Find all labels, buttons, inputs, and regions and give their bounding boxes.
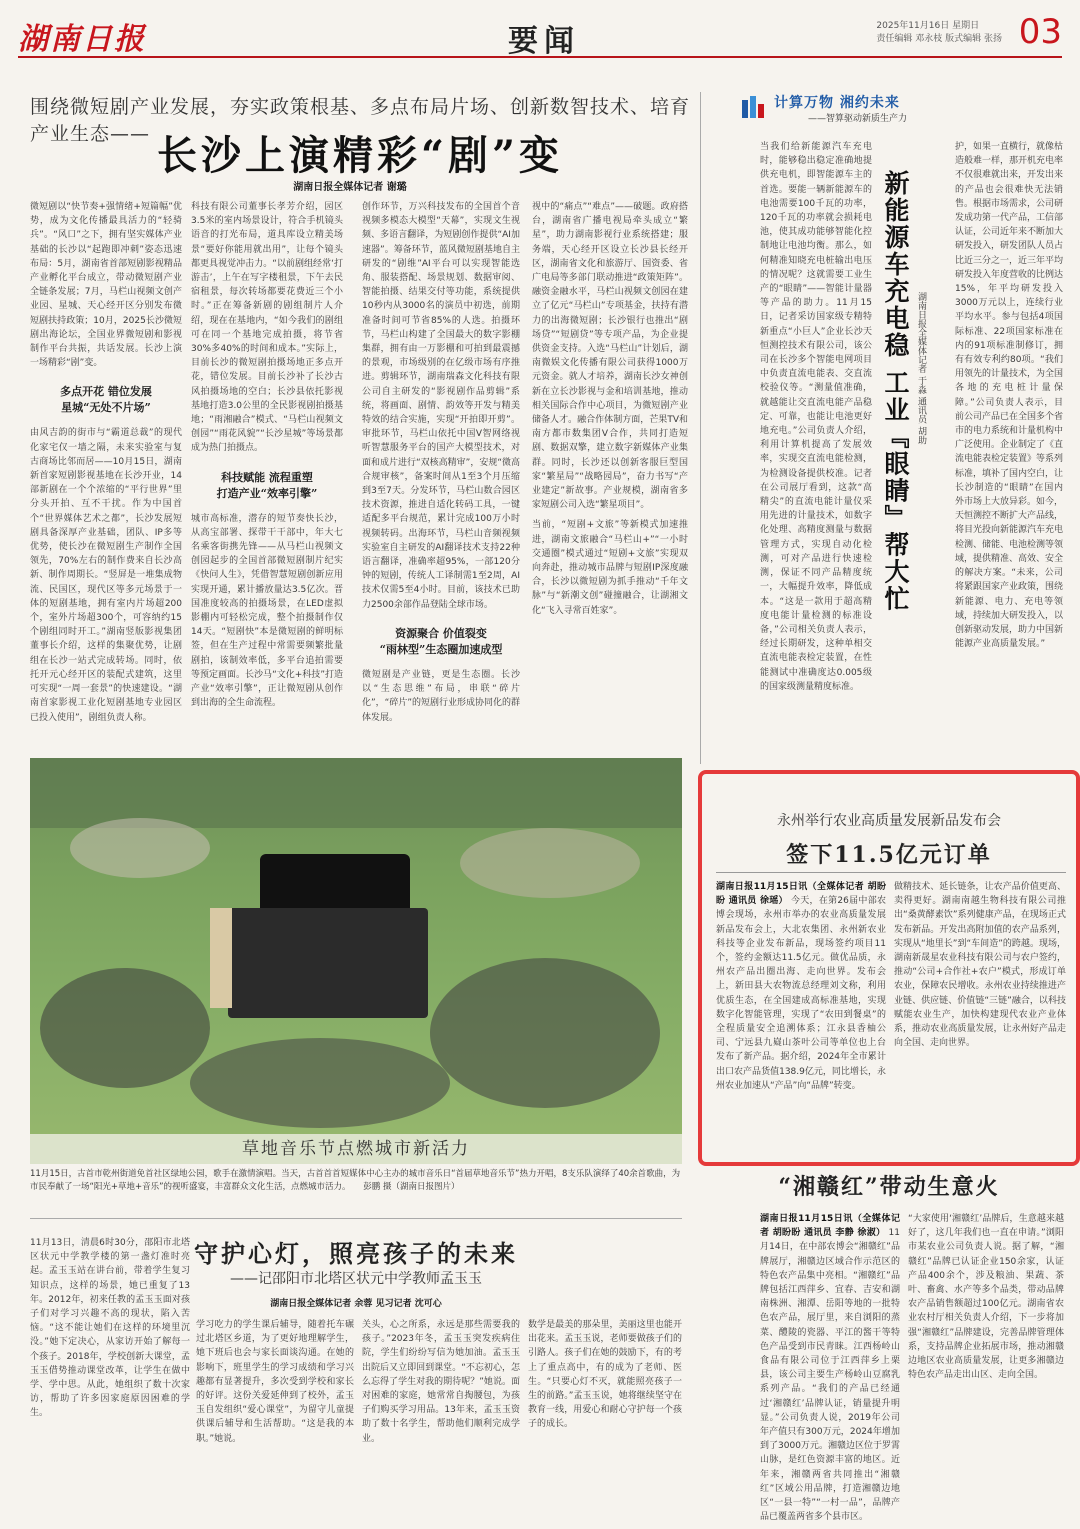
feature-column-1 [30, 1236, 190, 1518]
newspaper-logo: 湖南日报 [18, 22, 146, 57]
red-paragraph: “大家使用‘湘赣红’品牌后，生意越来越好了，这几年我们也一直在申请。”浏阳市某农业公司负责人说。据了解，“湘赣红”品牌已认证企业150余家，认证产品400余个，涉及粮油、果蔬、茶叶、畜禽、水产等多个品类，带动品牌农产品销售额超过100亿元。湖南省农业农村厅相关负责人介绍，下一步将加强“湘赣红”品牌建设，完善品牌管理体系，支持品牌企业拓展市场，推动湘赣边地区农业高质量发展，让更多湘赣边特色农产品走出山区、走向全国。 [908, 1214, 1064, 1381]
lead-kicker: 围绕微短剧产业发展，夯实政策根基、多点布局片场、创新数智技术、培育产业生态—— [30, 96, 691, 145]
red-dateline: 湖南日报11月15日讯（全媒体记者 胡盼盼 通讯员 李静 徐淑） [760, 1214, 900, 1239]
subhead-line: 打造产业“效率引擎” [216, 486, 318, 500]
sidebar-paragraph: 当我们给新能源汽车充电时，能够稳出稳定准确地提供充电机，即智能源车主的首选。要能一辆新能源车的电池需要100千瓦的功率，120千瓦的功率就会损耗电池，使其成功能够智能化控制地让电池均衡。那么，如何精准知晓充电桩输出电压的情况呢？这就需要工业生产的“眼睛”——智能计量器等产品的助力。11月15日，记者采访国家级专精特新重点“小巨人”企业长沙天恒测控技术有限公司，该公司在长沙多个智能电网项目中负责直流电能表、交直流校验仪等。“测量值准确，就越能让交直流电能产品稳定、可靠，也能让电池更好地充电。”公司负责人介绍，利用计算机提高了发展效率，实现交直流电能检测，为检测设备提供校准。记者在公司展厅看到，这款“高精尖”的直流电能计量仪采用先进的计量技术，如数字化处理、高精度测量与数据管理方式，实现自动化检测，可对产品进行快速检测，保证不同产品精度统一，大幅提升效率，降低成本。“这是一款用于超高精度电能计量检测的标准设备，”公司相关负责人表示，经过长期研发，这种单相交直流电能表检定装置，在性能测试中准确度达0.005级的国家级测量精度标准。 [760, 142, 872, 692]
lead-paragraph: 创作环节，万兴科技发布的全国首个音视频多模态大模型“天幕”，实现文生视频、多语言翻译，为短剧创作提供“AI加速器”。筹备环节，蓝风微短剧基地自主研发的“剧维”AI平台可以实现智能选角、服装搭配、场景规划、数据审阅、智能拍摄、结果交付等功能，系统提供10秒内从3000名的演员中初选，前期准备时间可节省85%的人选。拍摄环节，马栏山构建了全国最大的数字影棚集群，拥有由一万影棚和可拍到最震撼的景观，市场级别的在亿级市场有序推进。剪辑环节，湖南瑞森文化科技有限公司自主研发的“影视剧作品剪辑”系统，将画面、剧情、韵效等开发与精美特效的结合实施，实现“开拍即开剪”。审批环节，马栏山依托中国V智网络视听智慧服务平台的国产大模型技术，对面和成片进行“双核高精审”，安规“微高合规审核”，备案时间从1至3个月压缩到3至7天。分发环节，马栏山数合园区技术资源，推进自适化转码工具，一键适配多平台规范，累计完成100万小时视频转码。出海环节，马栏山音频视频实验室自主研发的AI翻译技术支持22种语言翻译，准确率超95%，一部120分钟的短剧，传统人工译制需1至2周，AI技术仅需5至4小时。目前，该技术已助力2500余部作品登陆全球市场。 [362, 202, 520, 610]
red-paragraph: 11月14日，在中部农博会“湘赣红”品牌展厅，湘赣边区域合作示范区的特色农产品集中亮相。“湘赣红”品牌包括江西萍乡、宜春、吉安和湖南株洲、湘潭、岳阳等地的一批特色农产品，展厅里，来自浏阳的蒸菜、醴陵的瓷器、平江的酱干等特色产品受到市民青睐。江西杨岭山食品有限公司位于江西萍乡上栗县，该公司主要生产杨岭山豆腐乳系列产品。“我们的产品已经通过‘湘赣红’品牌认证，销量提升明显。”公司负责人说，2019年公司年产值只有300万元，2024年增加到了3000万元。湘赣边区位于罗霄山脉，是红色资源丰富的地区。近年来，湘赣两省共同推出“湘赣红”区域公用品牌，打造湘赣边地区“一县一特”“一村一品”，品牌产品已覆盖两省多个县市区。 [760, 1228, 900, 1523]
banner [210, 908, 232, 1008]
boxed-story [698, 770, 1080, 1166]
sidebar-brand [738, 92, 1058, 126]
lead-paragraph: 城市高标准，潜存的短节奏快长沙，从高宝部署、探带干干部中，年大七名乘客街携先锋——从马栏山视频文创园起步的全国首部微短剧制片纪实《快问人生》，凭借智慧短剧创新应用实现开通，累计播放量达3.5亿次。晋国准度较高的拍摄场景，在LED虚拟影棚内可轻松完成，整个拍摄制作仅14天。“短剧快”本是微短剧的鲜明标签，但在生产过程中常需要频繁批量剧拍，该制效率低，多平台追拍需要等预定画面。长沙马“文化+科技”打造产业“效率引擎”，正让微短剧从创作到出海的全生命流程。 [191, 513, 343, 709]
feature-paragraph: 数学是最美的那朵里，美丽这里也能开出花来。孟玉玉说，老师要做孩子们的引路人。孩子们在她的鼓励下，有的考上了重点高中，有的成为了老师、医生。“只要心灯不灭，就能照亮孩子一生的前路。”孟玉玉说，她将继续坚守在教育一线，用爱心和耐心守护每一个孩子的成长。 [528, 1320, 682, 1430]
lead-subhead-1 [30, 384, 182, 416]
lead-column-2 [191, 200, 343, 748]
editor-credits: 责任编辑 邓永枝 版式编辑 张扬 [876, 34, 1002, 44]
red-column-2 [908, 1212, 1064, 1517]
lead-headline: 长沙上演精彩“剧”变 [156, 132, 563, 179]
red-headline: “湘赣红”带动生意火 [778, 1174, 1000, 1200]
lead-paragraph: 当前，“短剧+文旅”等新模式加速推进，湖南文旅融合“马栏山+”“一小时交通圈”模式通过“短剧+文旅”实现双向奔赴，推动城市品牌与短剧IP深度融合，长沙以微短剧为抓手推动“千年文脉”与“新潮文创”碰撞融合，让湖湘文化“飞入寻常百姓家”。 [532, 520, 688, 616]
brand-title: 计算万物 湘约未来 [774, 95, 900, 111]
divider [716, 872, 1066, 873]
column-divider [700, 92, 701, 764]
brand-subtitle: ——智算驱动新质生产力 [808, 114, 908, 124]
boxed-column-1 [716, 880, 886, 1160]
subhead-line: 多点开花 错位发展 [60, 385, 152, 399]
boxed-kicker: 永州举行农业高质量发展新品发布会 [777, 813, 1001, 829]
feature-paragraph: 11月13日，清晨6时30分，邵阳市北塔区状元中学教学楼的第一盏灯准时亮起。孟玉玉站在讲台前，带着学生复习知识点，这样的场景，她已重复了13年。2012年，初来任教的孟玉玉面对孩子们对学习兴趣不高的现状，陷入苦恼。“这不能让她们在这样的环境里沉没。”她下定决心，从家访开始了解每一个孩子。2018年，学校创新大课堂，孟玉玉借势推动课堂改革，让学生在做中学、学中思。从此，她组织了数十次家访，帮助了许多因家庭原因困难的学生。 [30, 1238, 190, 1419]
photo-credit: 彭鹏 摄（湖南日报图片） [363, 1182, 460, 1192]
tents [460, 828, 640, 898]
feature-column-3 [362, 1318, 520, 1518]
sidebar-column-1 [760, 140, 872, 760]
feature-subheadline: ——记邵阳市北塔区状元中学教师孟玉玉 [230, 1271, 482, 1287]
boxed-dateline: 湖南日报11月15日讯（全媒体记者 胡盼盼 通讯员 徐瑶） [716, 882, 886, 907]
lead-subhead-2 [191, 470, 343, 502]
divider [30, 1218, 682, 1219]
feature-paragraph: 关头，心之所系，永远是那些需要我的孩子。”2023年冬，孟玉玉突发疾病住院，学生们纷纷写信为她加油。孟玉玉出院后又立即回到课堂。“不忘初心，怎么忘得了学生对我的期待呢？”她说。面对困难的家庭，她常常自掏腰包，为孩子们购买学习用品。13年来，孟玉玉资助了数十名学生，帮助他们顺利完成学业。 [362, 1320, 520, 1444]
subhead-line: 资源聚合 价值裂变 [395, 626, 487, 640]
lead-paragraph: 科技有限公司董事长孝芳介绍，园区3.5米的室内场景设计，符合手机镜头语音的打光布局，道具库设立精美场景“要好你能用就出用”，让每个镜头都更具视觉冲击力。“以前剧组经常‘打游击’，上午在写字楼租景，下午去民宿租景，每次转场都要花费近三个小时。”正在筹备新剧的剧组制片人介绍，现在在基地内，“如今我们的剧组可在同一个基地完成拍摄，将节省30%多40%的时间和成本。”实际上，目前长沙的微短剧拍摄场地正多点开花，错位发展。目前长沙补了长沙古风拍摄场地的空白；长沙县依托影视基地打造3.0公里的全民影视剧拍摄基地；“雨湘融合”模式、“马栏山视频文创园”“雨花风貌”“长沙星城”等场景都成为热门拍摄点。 [191, 202, 343, 454]
audience [190, 1038, 450, 1128]
sidebar-paragraph: 护，如果一直横行，就像枯造般难一样，那开机充电率不仅很难就出来，开发出来的产品也会很难快无法销售。根据市场需求，公司研发成功第一代产品，工信部认证，公司近年来不断加大研发投入，研发团队人员占比近三分之一，近三年平均研发投入年度营收的比例达15%，年平均研发投入3000万元以上，连续行业平均水平。参与包括4项国际标准、22项国家标准在内的91项标准制修订，拥有有效专利约80项。“我们用领先的计量技术，为全国各地的充电桩计量保障。”公司负责人表示，目前公司产品已在全国多个省市的电力系统和计量机构中广泛使用。企业制定了《直流电能表检定装置》等系列标准，填补了国内空白，让长沙制造的“眼睛”在国内外市场上大放异彩。如今，天恒测控不断扩大产品线，将目光投向新能源汽车充电检测、储能、电池检测等领域，提供精准、高效、安全的解决方案。“未来，公司将紧跟国家产业政策，围绕新能源、电力、充电等领域，持续加大研发投入，以创新驱动发展，助力中国新能源产业高质量发展。” [955, 142, 1064, 650]
sidebar-column-2 [955, 140, 1063, 760]
lead-byline: 湖南日报全媒体记者 谢璐 [293, 182, 407, 193]
subhead-line: 科技赋能 流程重塑 [221, 470, 313, 484]
lead-subhead-3 [362, 626, 520, 658]
photo-caption [30, 1168, 682, 1194]
lead-paragraph: 微短剧以“快节奏+强情绪+短篇幅”优势，成为文化传播最具活力的“轻骑兵”。“风口”之下，拥有坚实媒体产业基础的长沙以“起跑即冲刺”姿态迅速布局：5月，湖南省首部短剧影视精品产业孵化平台成立，带动微短剧产业全链条发展；7月，马栏山视频文创产业园、星城、天心经开区分别发布微短剧扶持政策；10月，2025长沙微短剧出海论坛，全国业界微短剧和影视制作平台共振，共话发展。长沙上演一场精彩“剧”变。 [30, 202, 182, 369]
page-number: 03 [1018, 12, 1062, 52]
lead-paragraph: 由风吉韵的街市与“霸道总裁”的现代化家宅仅一墙之隔，未来实验室与复古商场比邻而居——10月15日，湖南新首家短剧影视基地在长沙开业，14部新剧在一个个浓缩的“平行世界”里分头开拍、互不干扰。作为中国首个“世界媒体艺术之都”，长沙发展短剧具备深厚产业基础，团队、IP多等优势，使长沙在微短剧生产制作全国领先，70%左右的制作费来自长沙高新、制作周期长。“竖屏是一堆集成物流、民国区，现代区等多元场景于一体的短剧基地，拥有室内片场超200个，室外片场超300个，可容纳约15个剧组同时开工。”湖南竖版影视集团董事长介绍，这样的集聚优势，让剧组在长沙一站式完成转场。同时，依托开元心经开区的装配式建筑，这里可实现“一周一套景”的快速建设。“湖南首家影视工业化短剧基地专业园区已投入使用”，剧组负责人称。 [30, 428, 182, 723]
feature-headline: 守护心灯，照亮孩子的未来 [194, 1239, 518, 1268]
tents [70, 818, 210, 878]
lead-column-3 [362, 200, 520, 748]
feature-paragraph: 学习吃力的学生课后辅导，随着托车碾过北塔区乡道，为了更好地理解学生，她下班后也会与家长面谈沟通。在她的影响下，班里学生的学习成绩和学习兴趣都有显著提升，多次受到学校和家长的好评。这份关爱延伸到了校外，孟玉玉自发组织“爱心课堂”，为留守儿童提供课后辅导和生活帮助。“这是我的本职。”她说。 [196, 1320, 354, 1444]
date-block [876, 20, 1002, 46]
lead-paragraph: 微短剧是产业链，更是生态圈。长沙以“生态思维”布局，串联“碎片化”，“碎片”的短剧行业形成协同化的群体发展。 [362, 669, 520, 723]
subhead-line: “雨林型”生态圈加速成型 [379, 642, 503, 656]
lead-column-4 [532, 200, 688, 748]
music-festival-photo [30, 758, 682, 1164]
stage-screen [260, 854, 410, 914]
subhead-line: 星城“无处不片场” [61, 401, 151, 415]
photo-overlay-title: 草地音乐节点燃城市新活力 [30, 1134, 682, 1164]
boxed-headline: 签下11.5亿元订单 [786, 842, 992, 868]
sidebar-vertical-byline: 湖南日报全媒体记者 于淼 通讯员 胡助 [916, 292, 926, 445]
issue-date: 2025年11月16日 星期日 [876, 21, 980, 31]
brand-chip-icon [738, 94, 768, 122]
feature-column-4 [528, 1318, 682, 1518]
feature-column-2 [196, 1318, 354, 1518]
lead-paragraph: 视中的“痛点”“难点”——破题。政府搭台，湖南省广播电视局牵头成立“繁星”，助力湖南影视行业系统搭建；服务端，天心经开区设立长沙县长经开区，湖南省文化和旅游厅、国资委、省广电局等多部门联动推进“政策矩阵”。融资金融水平，马栏山视频文创园在建立了亿元“马栏山”专项基金，扶持有潜力的出海微短剧；长沙银行也推出“剧场贷”“短剧贷”等专项产品，为企业提供资金支持。入选“马栏山”计划后，湖南微娱文化传播有限公司获得1000万元资金。就人才培养，湖南长沙女神创新在立长沙影视与金和培训基地，推动相关国际合作中心项目，为微短剧产业储备人才。融合作体制方面，芒果TV和南方都市数集团V合作，共同打造短剧、数据双擎，建立数字新媒体产业集群。同时，长沙还以创新客服巨型国家“繁星局”“战略园局”，奋力书写“产业建定”新故事。产业规模，湖南省多家短剧公司入选“繁星项目”。 [532, 202, 688, 511]
boxed-paragraph: 今天，在第26届中部农博会现场，永州市举办的农业高质量发展新品发布会上，大北农集团、永州新农业科技等企业发布新品，现场签约项目11个，签约金额达11.5亿元。做优品质，永州农产品出圈出海、走向世界。发布会上，新田县大农物流总经理刘文称，利用优质生态，在全国建成高标准基地，实现数字化智能管理，实现了“农田到餐桌”的全程质量安全追溯体系；江永县香柚公司、宁远县九嶷山茶叶公司等单位也上台发布了新产品。据介绍，2024年全市累计出口农产品货值138.9亿元，同比增长，永州农业加速从“产品”向“品牌”转变。 [716, 896, 886, 1091]
red-column-1 [760, 1212, 900, 1523]
feature-byline: 湖南日报全媒体记者 余蓉 见习记者 沈可心 [270, 1299, 442, 1309]
boxed-column-2 [894, 880, 1066, 1160]
lead-column-1 [30, 200, 182, 748]
stage [228, 908, 428, 1018]
section-title: 要闻 [508, 24, 580, 59]
masthead [18, 12, 1062, 58]
photo-caption-text: 11月15日，古首市乾州街道免首社区绿地公园，歌手在激情演唱。当天，古首首首短媒体中心主办的城市音乐日“首届草地音乐节”热力开唱，8支乐队演绎了40余首歌曲，为市民奉献了一场“阳光+草地+音乐”的视听盛宴，丰富群众文化生活，点燃城市活力。 [30, 1169, 681, 1192]
sidebar-vertical-headline: 新能源车充电稳 工业『眼睛』帮大忙 [881, 170, 910, 613]
audience [40, 968, 210, 1088]
audience [430, 958, 660, 1108]
boxed-paragraph: 做精技术、延长链条，让农产品价值更高、卖得更好。湖南南越生物科技有限公司推出“桑黄酵素饮”系列健康产品，在现场正式发布新品。开发出高附加值的农产品系列，实现从“地里长”到“车间造”的跨越。现场，湖南新晟星农业科技有限公司与农户签约，推动“公司+合作社+农户”模式，形成订单农业，保障农民增收。永州农业持续推进产业链、供应链、价值链“三链”融合，以科技赋能农业生产，加快构建现代农业产业体系，推动农业高质量发展，让永州好产品走向全国、走向世界。 [894, 882, 1066, 1049]
